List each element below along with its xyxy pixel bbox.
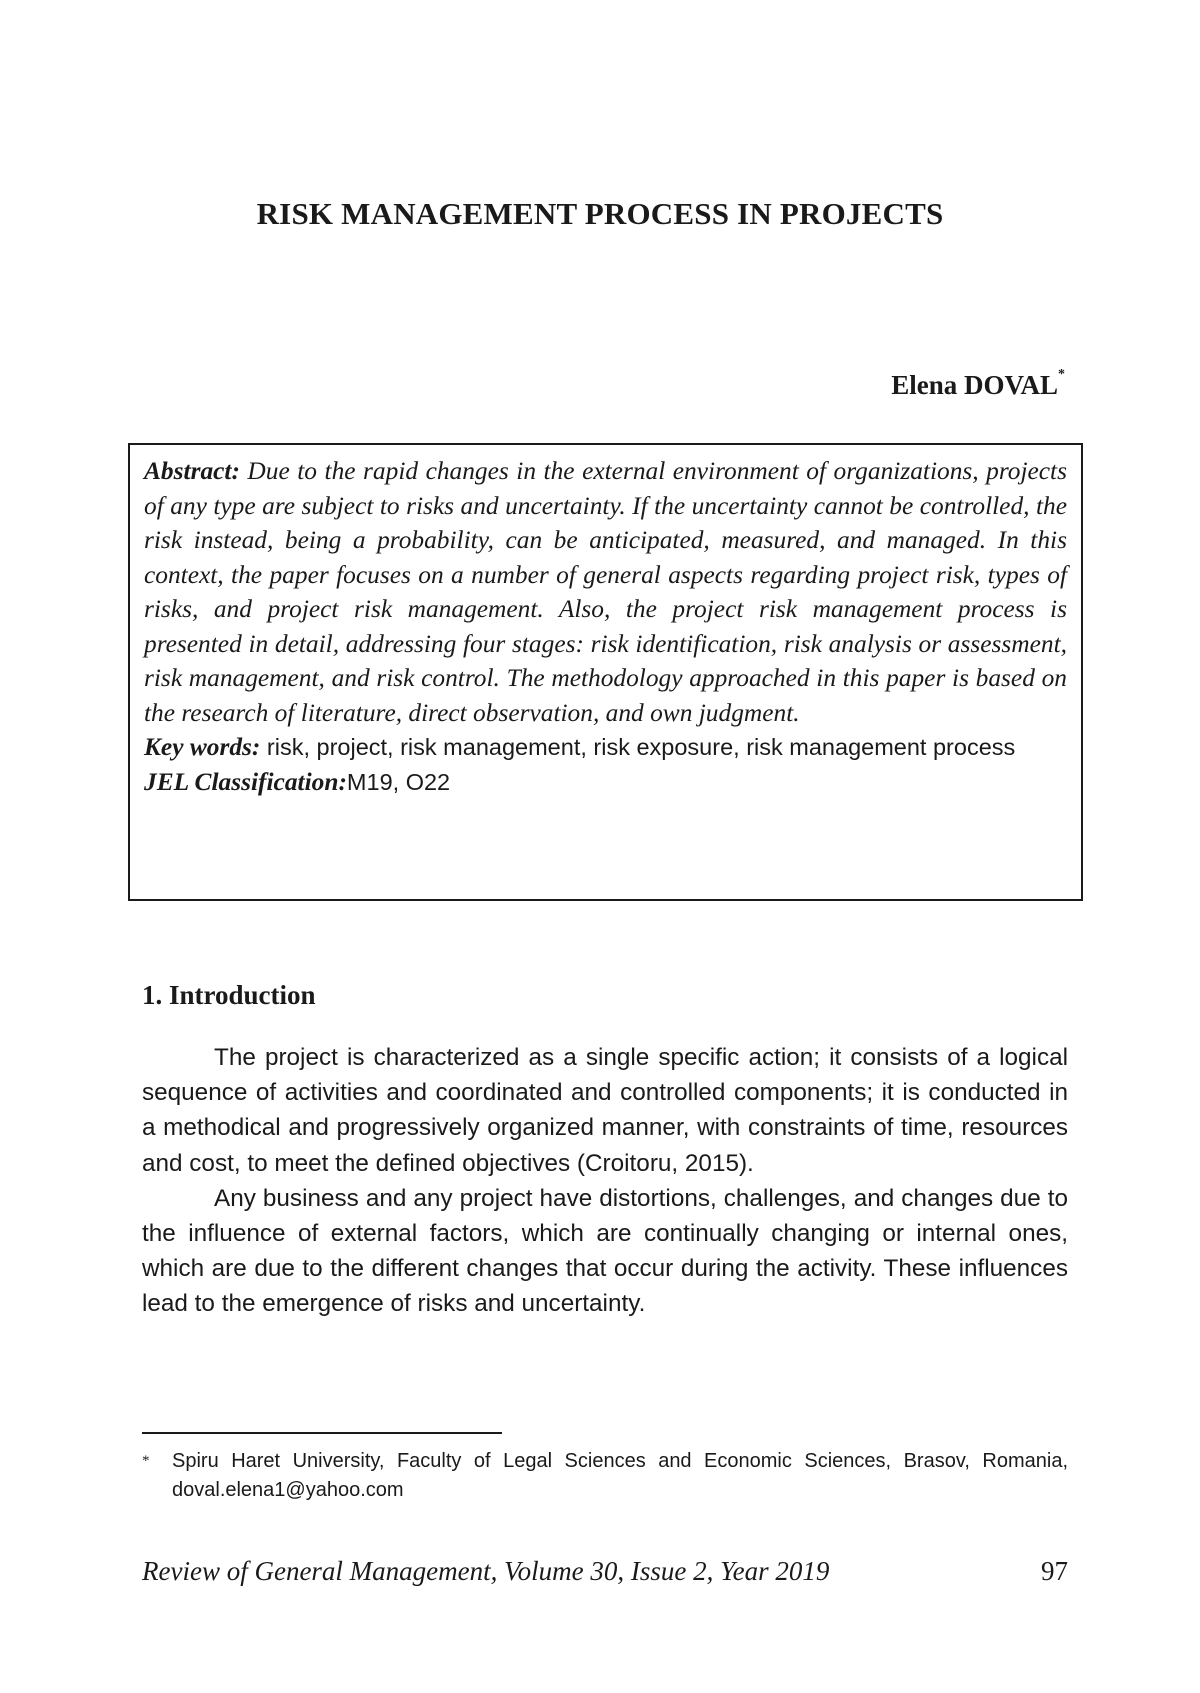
jel-line: [144, 765, 1067, 800]
keywords-line: [144, 730, 1067, 765]
journal-citation: Review of General Management, Volume 30, Issue 2, Year 2019: [142, 1556, 830, 1586]
abstract-label: Abstract:: [144, 457, 240, 485]
footnote-text: Spiru Haret University, Faculty of Legal Sciences and Economic Sciences, Brasov, Romania, doval.elena1@yahoo.com: [172, 1450, 1068, 1501]
introduction-body: [142, 1040, 1068, 1322]
paper-title: RISK MANAGEMENT PROCESS IN PROJECTS: [256, 196, 944, 231]
jel-label: JEL Classification: [144, 767, 339, 796]
keywords-text: risk, project, risk management, risk exposure, risk management process: [260, 734, 1016, 760]
running-footer: [142, 1556, 1068, 1587]
abstract-paragraph: [144, 454, 1067, 730]
abstract-box: [128, 443, 1083, 901]
footnote-divider: [142, 1432, 502, 1434]
author-name: Elena DOVAL: [891, 370, 1058, 400]
author-line: [891, 367, 1065, 401]
jel-separator: :: [338, 767, 347, 796]
author-footnote-mark: *: [1058, 367, 1065, 382]
body-paragraph: The project is characterized as a single specific action; it consists of a logical sequence of activities and coordinated and controlled components; it is conducted in a methodical and progressively organized manner, with constraints of time, resources and cost, to meet the defined objectives (Croitoru, 2015).: [142, 1044, 1068, 1177]
jel-codes: M19, O22: [346, 768, 451, 795]
section-heading-introduction: 1. Introduction: [142, 980, 316, 1010]
page-number: 97: [1041, 1556, 1068, 1586]
abstract-text: Due to the rapid changes in the external environment of organizations, projects of any type are subject to risks and uncertainty. If the uncertainty cannot be controlled, the risk instead, being a probability, can be anticipated, measured, and managed. In this context, the paper focuses on a number of general aspects regarding project risk, types of risks, and project risk management. Also, the project risk management process is presented in detail, addressing four stages: risk identification, risk analysis or assessment, risk management, and risk control. The methodology approached in this paper is based on the research of literature, direct observation, and own judgment.: [144, 457, 1067, 727]
footnote: [142, 1447, 1068, 1505]
keywords-label: Key words:: [144, 733, 261, 761]
footnote-mark: *: [142, 1453, 150, 1469]
body-paragraph: Any business and any project have distortions, challenges, and changes due to the influence of external factors, which are continually changing or internal ones, which are due to the different changes that occur during the activity. These influences lead to the emergence of risks and uncertainty.: [142, 1184, 1068, 1318]
